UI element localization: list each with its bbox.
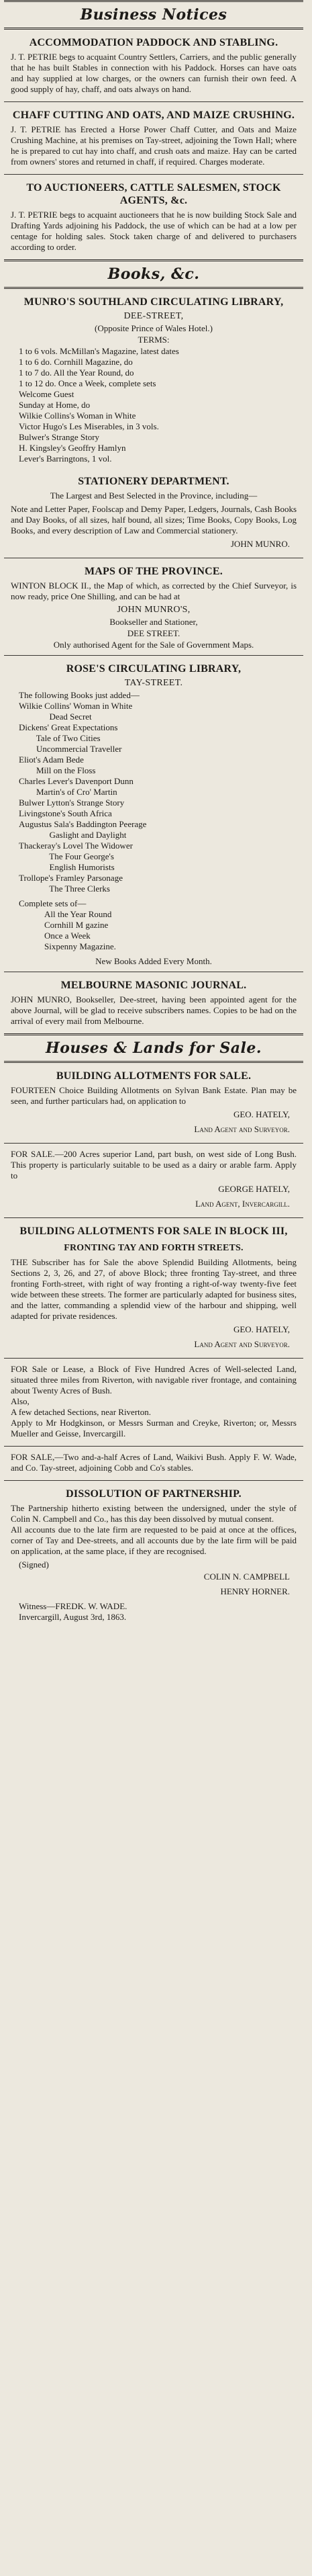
ad-rose-library xyxy=(4,656,303,972)
ad-title: CHAFF CUTTING AND OATS, AND MAIZE CRUSHING. xyxy=(12,110,295,121)
list-item: Sixpenny Magazine. xyxy=(44,941,116,951)
ad-signature: GEO. HATELY, xyxy=(233,1324,290,1334)
ad-title: MELBOURNE MASONIC JOURNAL. xyxy=(60,980,247,991)
ad-allotments xyxy=(4,1063,303,1143)
list-item: Trollope's Framley Parsonage xyxy=(19,873,123,883)
ad-title: MAPS OF THE PROVINCE. xyxy=(85,566,223,577)
list-item: 1 to 6 do. Cornhill Magazine, do xyxy=(19,357,133,367)
ad-stationery xyxy=(4,468,303,558)
ad-title: TO AUCTIONEERS, CATTLE SALESMEN, STOCK AGENTS, &c. xyxy=(26,182,281,206)
ad-date: Invercargill, August 3rd, 1863. xyxy=(19,1612,127,1622)
ad-terms: TERMS: xyxy=(138,335,170,345)
list-item: Gaslight and Daylight xyxy=(19,830,127,840)
ad-title: DISSOLUTION OF PARTNERSHIP. xyxy=(66,1488,242,1500)
list-item: Bulwer Lytton's Strange Story xyxy=(19,798,125,808)
ad-signature-role: Land Agent and Surveyor. xyxy=(194,1339,290,1349)
section-heading-houses: Houses & Lands for Sale. xyxy=(45,1039,262,1057)
list-item: Dead Secret xyxy=(19,712,92,722)
ad-title: STATIONERY DEPARTMENT. xyxy=(78,476,229,487)
list-item: Martin's of Cro' Martin xyxy=(19,787,117,797)
ad-dissolution xyxy=(4,1481,303,1627)
ad-body: JOHN MUNRO, Bookseller, Dee-street, having been appointed agent for the above Journal, will be glad to receive subscribers names. Copies to be had on the arrival of every mail from Melbourne. xyxy=(11,994,297,1026)
ad-title: BUILDING ALLOTMENTS FOR SALE IN BLOCK III, xyxy=(19,1226,288,1237)
ad-munro-library xyxy=(4,289,303,468)
ad-body: J. T. PETRIE has Erected a Horse Power Chaff Cutter, and Oats and Maize Crushing Machine, at his premises on Tay-street, adjoining the Town Hall; where he is prepared to cut hay into chaff, and crush oats and maize. Hay can be carted from owners' stores and returned in chaff, if required. Charges moderate. xyxy=(11,124,297,167)
ad-body: The Partnership hitherto existing between the undersigned, under the style of Colin N. Campbell and Co., has this day been dissolved by mutual consent. All accounts due to the late firm are requested to be paid at once at the offices, corner of Tay and Dee-streets, and all accounts due by the late firm will be paid on application, at the same place, if they are recognised. xyxy=(11,1503,297,1556)
ad-body: WINTON BLOCK II., the Map of which, as corrected by the Chief Surveyor, is now ready, price One Shilling, and can be had at xyxy=(11,581,297,601)
list-item: H. Kingsley's Geoffry Hamlyn xyxy=(19,443,126,453)
ad-footer: New Books Added Every Month. xyxy=(95,956,212,966)
list-item: Victor Hugo's Les Miserables, in 3 vols. xyxy=(19,421,159,431)
ad-riverton xyxy=(4,1359,303,1446)
ad-chaff xyxy=(4,102,303,174)
list-item: Livingstone's South Africa xyxy=(19,808,112,818)
ad-body: FOR Sale or Lease, a Block of Five Hundred Acres of Well-selected Land, situated three miles from Riverton, with navigable river frontage, and containing about Twenty Acres of Bush. Also, A few detached Sections, near Riverton. Apply to Mr Hodgkinson, or Messrs Surman and Creyke, Riverton; or, Messrs Mueller and Geisse, Invercargill. xyxy=(11,1364,297,1439)
ad-body: J. T. PETRIE begs to acquaint Country Settlers, Carriers, and the public generally that he has built Stables in connection with his Paddock. Horses can have oats and hay supplied at low charges, or the owners can furnish their own feed. A good supply of hay, chaff, and oats always on hand. xyxy=(11,52,297,94)
ad-role: Bookseller and Stationer, xyxy=(109,617,198,627)
list-item: Tale of Two Cities xyxy=(19,733,101,743)
list-item: Mill on the Floss xyxy=(19,765,96,775)
ad-long-bush xyxy=(4,1144,303,1217)
list-item: Sunday at Home, do xyxy=(19,400,91,410)
ad-title: ACCOMMODATION PADDOCK AND STABLING. xyxy=(29,37,278,48)
ad-title: ROSE'S CIRCULATING LIBRARY, xyxy=(66,663,242,675)
ad-street: DEE-STREET, xyxy=(123,311,184,321)
ad-waikivi xyxy=(4,1447,303,1480)
ad-body: FOURTEEN Choice Building Allotments on Sylvan Bank Estate. Plan may be seen, and further particulars had, on application to xyxy=(11,1085,297,1106)
ad-body: FOR SALE.—200 Acres superior Land, part bush, on west side of Long Bush. This property is particularly suitable to be used as a dairy or arable farm. Apply to xyxy=(11,1149,297,1180)
list-item: Cornhill M gazine xyxy=(44,920,109,930)
list-item: Lever's Barringtons, 1 vol. xyxy=(19,454,112,464)
advert-column xyxy=(4,0,303,1627)
ad-signature-role: Land Agent, Invercargill. xyxy=(195,1199,290,1209)
list-item: The Four George's xyxy=(19,851,114,861)
ad-signature: GEORGE HATELY, xyxy=(218,1184,290,1194)
ad-intro: The following Books just added— xyxy=(19,690,140,700)
section-heading-books: Books, &c. xyxy=(107,265,200,283)
rose-list xyxy=(4,701,303,894)
list-item: Welcome Guest xyxy=(19,389,74,399)
ad-body: Note and Letter Paper, Foolscap and Demy Paper, Ledgers, Journals, Cash Books and Day Books, of all sizes, half bound, all sizes; Time Books, Copy Books, Log Books, and every description of Law and Commercial stationery. xyxy=(11,504,297,535)
ad-sets-intro: Complete sets of— xyxy=(19,898,87,908)
ad-auctioneers xyxy=(4,175,303,259)
list-item: Once a Week xyxy=(44,931,91,941)
library-list xyxy=(4,346,303,464)
list-item: 1 to 7 do. All the Year Round, do xyxy=(19,368,134,378)
sets-list xyxy=(4,909,303,952)
list-item: 1 to 6 vols. McMillan's Magazine, latest dates xyxy=(19,346,179,356)
divider xyxy=(4,1033,303,1035)
list-item: Uncommercial Traveller xyxy=(19,744,122,754)
list-item: The Three Clerks xyxy=(19,884,110,894)
ad-signature: HENRY HORNER. xyxy=(220,1586,290,1596)
divider xyxy=(4,259,303,261)
list-item: English Humorists xyxy=(19,862,115,872)
section-heading-business: Business Notices xyxy=(80,6,227,24)
ad-block-iii xyxy=(4,1218,303,1358)
ad-body: FOR SALE,—Two and-a-half Acres of Land, Waikivi Bush. Apply F. W. Wade, and Co. Tay-street, adjoining Cobb and Co's stables. xyxy=(11,1452,297,1473)
ad-street: DEE STREET. xyxy=(127,628,180,638)
ad-signature: GEO. HATELY, xyxy=(233,1109,290,1119)
divider xyxy=(4,0,303,2)
list-item: Thackeray's Lovel The Widower xyxy=(19,841,133,851)
ad-maps xyxy=(4,558,303,655)
list-item: Wilkie Collins' Woman in White xyxy=(19,701,133,711)
ad-signature-role: Land Agent and Surveyor. xyxy=(194,1124,290,1134)
ad-signature: COLIN N. CAMPBELL xyxy=(203,1572,290,1582)
list-item: Eliot's Adam Bede xyxy=(19,755,84,765)
ad-signed: (Signed) xyxy=(19,1559,49,1570)
list-item: Dickens' Great Expectations xyxy=(19,722,118,732)
list-item: Charles Lever's Davenport Dunn xyxy=(19,776,134,786)
list-item: Bulwer's Strange Story xyxy=(19,432,100,442)
ad-witness: Witness—FREDK. W. WADE. xyxy=(19,1601,127,1611)
ad-title: BUILDING ALLOTMENTS FOR SALE. xyxy=(56,1070,252,1082)
ad-title: MUNRO'S SOUTHLAND CIRCULATING LIBRARY, xyxy=(23,296,284,308)
list-item: 1 to 12 do. Once a Week, complete sets xyxy=(19,378,156,388)
ad-sub: The Largest and Best Selected in the Province, including— xyxy=(50,490,258,501)
ad-subtitle: FRONTING TAY AND FORTH STREETS. xyxy=(64,1243,244,1253)
ad-opposite: (Opposite Prince of Wales Hotel.) xyxy=(95,323,213,333)
list-item: All the Year Round xyxy=(44,909,112,919)
ad-footer: Only authorised Agent for the Sale of Government Maps. xyxy=(53,640,254,650)
ad-seller: JOHN MUNRO'S, xyxy=(117,605,191,615)
list-item: Wilkie Collins's Woman in White xyxy=(19,411,136,421)
ad-paddock xyxy=(4,30,303,101)
ad-masonic xyxy=(4,972,303,1033)
list-item: Augustus Sala's Baddington Peerage xyxy=(19,819,147,829)
ad-signature: JOHN MUNRO. xyxy=(230,539,290,549)
ad-body: J. T. PETRIE begs to acquaint auctioneers that he is now building Stock Sale and Drafting Yards adjoining his Paddock, the use of which can be had at a low per centage for holding sales. Stock taken charge of and delivered to purchasers according to order. xyxy=(11,210,297,252)
ad-body: THE Subscriber has for Sale the above Splendid Building Allotments, being Sections 2, 3, 26, and 27, of above Block; three fronting Tay-street, and three fronting Forth-street, with right of way fronting a right-of-way twenty-five feet wide between these streets. The former are particularly adapted for business sites, and the latter, commanding a splendid view of the harbour and shipping, well adapted for private residences. xyxy=(11,1257,297,1321)
ad-street: TAY-STREET. xyxy=(124,678,183,688)
